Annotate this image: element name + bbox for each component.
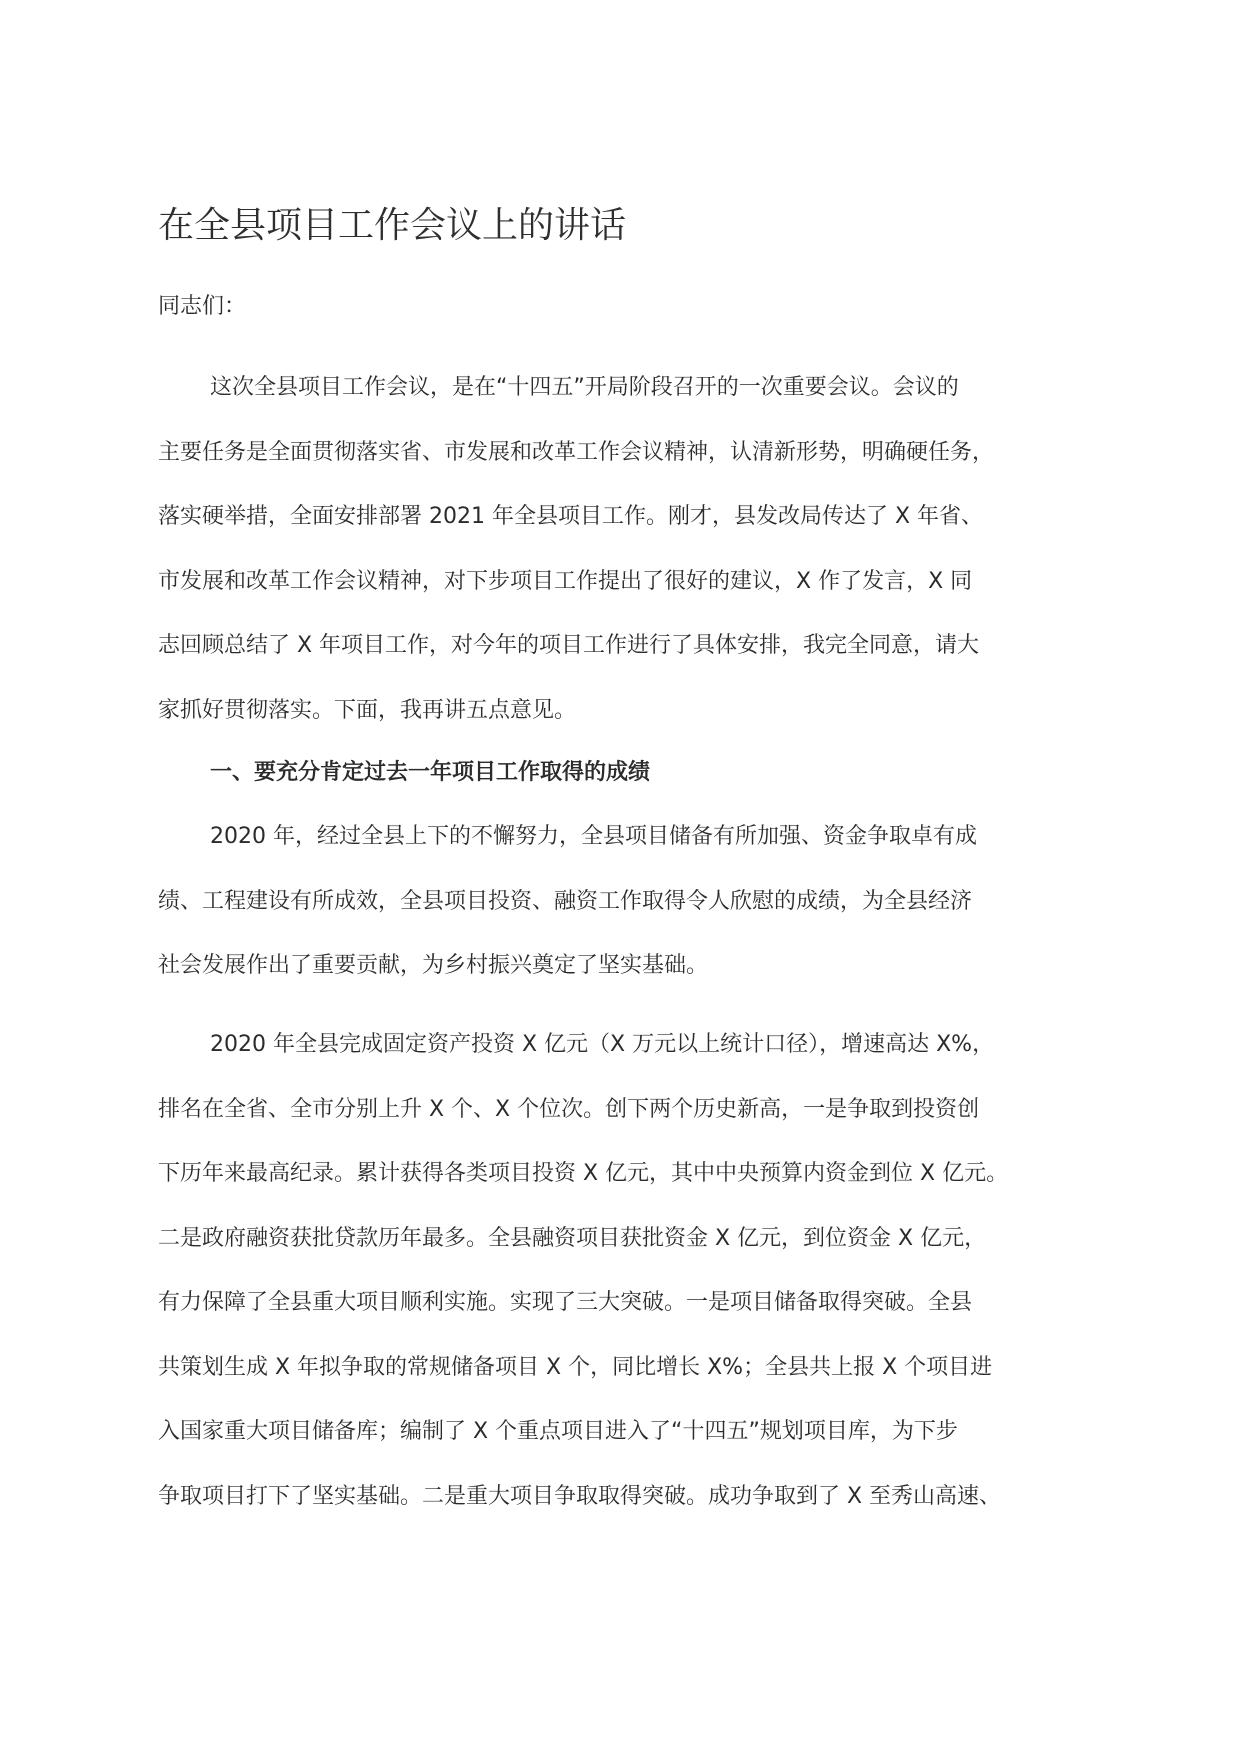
paragraph-line: 2020 年全县完成固定资产投资 X 亿元（X 万元以上统计口径），增速高达 X%，: [210, 1032, 995, 1057]
paragraph-line: 二是政府融资获批贷款历年最多。全县融资项目获批资金 X 亿元，到位资金 X 亿元，: [158, 1225, 987, 1251]
document-title: 在全县项目工作会议上的讲话: [158, 205, 627, 246]
paragraph-line: 志回顾总结了 X 年项目工作，对今年的项目工作进行了具体安排，我完全同意，请大: [158, 633, 980, 658]
paragraph-line: 下历年来最高纪录。累计获得各类项目投资 X 亿元，其中中央预算内资金到位 X 亿元。: [158, 1161, 1009, 1186]
paragraph-line: 市发展和改革工作会议精神，对下步项目工作提出了很好的建议，X 作了发言，X 同: [158, 568, 973, 594]
paragraph-line: 绩、工程建设有所成效，全县项目投资、融资工作取得令人欣慰的成绩，为全县经济: [158, 888, 973, 914]
paragraph-line: 家抓好贯彻落实。下面，我再讲五点意见。: [158, 697, 577, 723]
paragraph-line: 这次全县项目工作会议，是在“十四五”开局阶段召开的一次重要会议。会议的: [210, 375, 959, 400]
paragraph-line: 2020 年，经过全县上下的不懈努力，全县项目储备有所加强、资金争取卓有成: [210, 824, 977, 849]
paragraph-achievements-summary: [158, 820, 977, 1014]
paragraph-line: 落实硬举措，全面安排部署 2021 年全县项目工作。刚才，县发改局传达了 X 年省、: [158, 504, 984, 529]
paragraph-investment-details: [158, 1028, 1008, 1544]
paragraph-opening: [158, 371, 994, 758]
paragraph-line: 有力保障了全县重大项目顺利实施。实现了三大突破。一是项目储备取得突破。全县: [158, 1290, 973, 1315]
paragraph-line: 入国家重大项目储备库；编制了 X 个重点项目进入了“十四五”规划项目库，为下步: [158, 1419, 958, 1444]
paragraph-line: 社会发展作出了重要贡献，为乡村振兴奠定了坚实基础。: [158, 953, 709, 978]
paragraph-line: 共策划生成 X 年拟争取的常规储备项目 X 个，同比增长 X%；全县共上报 X 个项目进: [158, 1354, 993, 1380]
salutation: 同志们：: [158, 294, 247, 319]
paragraph-line: 主要任务是全面贯彻落实省、市发展和改革工作会议精神，认清新形势，明确硬任务，: [158, 439, 995, 465]
section-heading-1: 一、要充分肯定过去一年项目工作取得的成绩: [210, 760, 651, 785]
paragraph-line: 争取项目打下了坚实基础。二是重大项目争取取得突破。成功争取到了 X 至秀山高速、: [158, 1483, 1002, 1509]
paragraph-line: 排名在全省、全市分别上升 X 个、X 个位次。创下两个历史新高，一是争取到投资创: [158, 1096, 980, 1122]
